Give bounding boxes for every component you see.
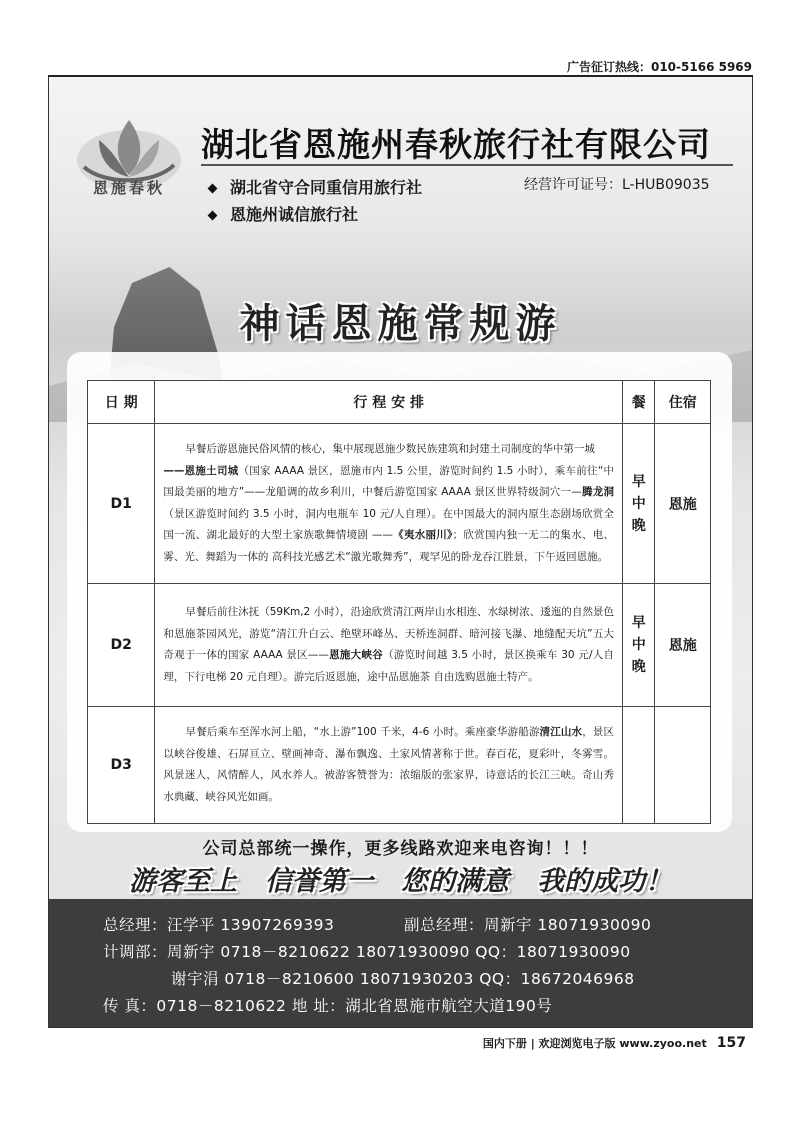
table-header-row: [88, 381, 711, 424]
stay-cell: 恩施: [655, 584, 711, 707]
motto-slogan: 游客至上 信誉第一 您的满意 我的成功！: [129, 866, 672, 897]
company-name: 湖北省恩施州春秋旅行社有限公司: [201, 125, 711, 164]
meal-cell: [623, 707, 655, 824]
contact-dispatch-1: 计调部：周新宇 0718－8210622 18071930090 QQ：18071930090: [103, 943, 631, 961]
header-plan: 行 程 安 排: [155, 381, 623, 424]
page-footer: 国内下册 | 欢迎浏览电子版 www.zyoo.net 157: [482, 1035, 746, 1051]
tour-banner-title: 神话恩施常规游: [239, 300, 562, 347]
stay-cell: [655, 707, 711, 824]
ad-hotline: 广告征订热线：010-5166 5969: [566, 60, 752, 74]
header-meal: 餐: [623, 381, 655, 424]
diamond-bullet-icon: [208, 211, 218, 221]
plan-cell: 早餐后前往沐抚（59Km,2 小时），沿途欣赏清江两岸山水相连、水绿树浓、逶迤的自然景色和恩施茶园风光，游览“清江升白云、绝壁环峰丛、天桥连洞群、暗河接飞瀑、地缝配天坑”五大奇观于一体的国家 AAAA 景区——恩施大峡谷（游览时间越 3.5 小时，景区换乘车 30 元/人自理，下行电梯 20 元自理）。游完后返恩施，途中品恩施茶 自由选购恩施土特产。: [155, 584, 623, 707]
header-stay: 住宿: [655, 381, 711, 424]
table-row: [88, 424, 711, 584]
meal-cell: 早 中 晚: [623, 584, 655, 707]
day-cell: D3: [88, 707, 155, 824]
logo-text: 恩施春秋: [92, 179, 165, 197]
honor-item: 湖北省守合同重信用旅行社: [209, 175, 422, 198]
company-logo-icon: [69, 105, 189, 215]
meal-cell: 早 中 晚: [623, 424, 655, 584]
contact-dispatch-2: 谢宇涓 0718－8210600 18071930203 QQ：18672046968: [171, 970, 635, 988]
advertisement-page: [48, 77, 753, 1028]
contact-block: [49, 899, 752, 1027]
plan-cell: 早餐后游恩施民俗风情的核心，集中展现恩施少数民族建筑和封建土司制度的华中第一城 ——恩施土司城（国家 AAAA 景区，恩施市内 1.5 公里，游览时间约 1.5 小时），乘车前往“中国最美丽的地方”——龙船调的故乡利川，中餐后游览国家 AAAA 景区世界特级洞穴一—腾龙洞（景区游览时间约 3.5 小时，洞内电瓶车 10 元/人自理）。在中国最大的洞内原生态剧场欣赏全国一流、湖北最好的大型土家族歌舞情境剧 ——《夷水丽川》；欣赏国内独一无二的集水、电、雾、光、舞蹈为一体的 高科技光感艺术“激光歌舞秀”，观罕见的卧龙吞江胜景，下午返回恩施。: [155, 424, 623, 584]
contact-deputy-manager: 副总经理：周新宇 18071930090: [404, 916, 652, 934]
header-day: 日 期: [88, 381, 155, 424]
diamond-bullet-icon: [208, 184, 218, 194]
contact-fax-address: 传 真：0718－8210622 地 址：湖北省恩施市航空大道190号: [103, 997, 553, 1015]
day-cell: D1: [88, 424, 155, 584]
honor-item: 恩施州诚信旅行社: [209, 202, 358, 225]
table-row: [88, 584, 711, 707]
table-row: [88, 707, 711, 824]
consult-slogan: 公司总部统一操作，更多线路欢迎来电咨询！！！: [202, 839, 599, 859]
page-number: 157: [716, 1035, 746, 1051]
company-underline: [201, 164, 733, 166]
license-number: 经营许可证号：L-HUB09035: [524, 177, 710, 193]
itinerary-table: [87, 380, 711, 824]
contact-general-manager: 总经理：汪学平 13907269393: [103, 916, 335, 934]
plan-cell: 早餐后乘车至浑水河上船，“水上游”100 千米，4-6 小时。乘座豪华游船游清江山水，景区以峡谷俊雄、石屏亘立、壁画神奇、瀑布飘逸、土家风情著称于世。春百花，夏彩叶，冬雾雪。风景迷人，风情醉人，风水养人。被游客赞誉为：浓缩版的张家界，诗意话的长江三峡。奇山秀水典藏、峡谷风光如画。: [155, 707, 623, 824]
stay-cell: 恩施: [655, 424, 711, 584]
day-cell: D2: [88, 584, 155, 707]
